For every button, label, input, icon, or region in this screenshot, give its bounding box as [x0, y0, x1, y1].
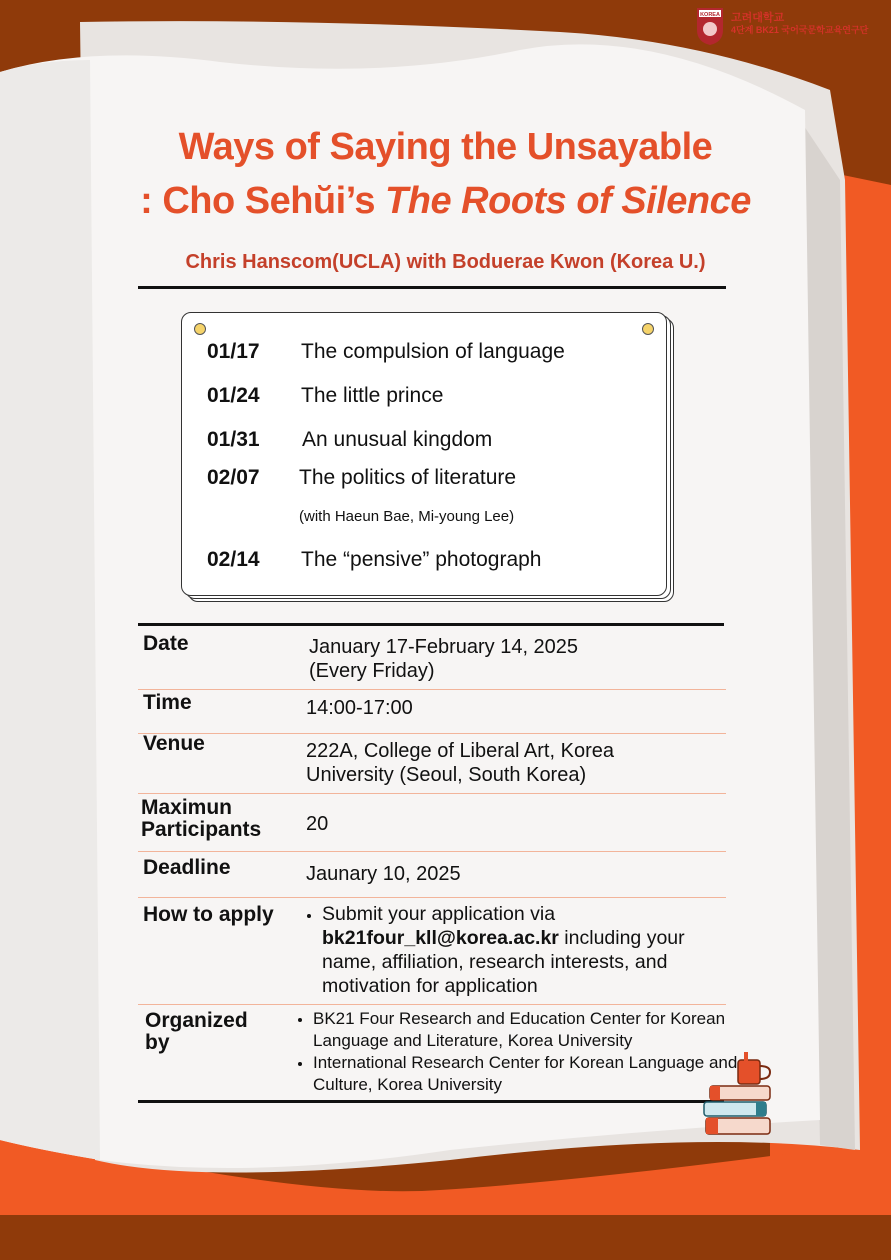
- title-line2-book: The Roots of Silence: [385, 180, 751, 222]
- row-separator: [138, 897, 726, 898]
- max-participants-label: [141, 797, 261, 841]
- venue-line2: University (Seoul, South Korea): [306, 764, 587, 786]
- date-label: Date: [143, 632, 189, 655]
- books-and-mug-icon: [700, 1052, 780, 1144]
- apply-text-1: Submit your application via: [322, 903, 556, 925]
- organizer-item: • BK21 Four Research and Education Center for Korean Language and Literature, Korea University: [313, 1008, 793, 1052]
- session-date: 01/17: [207, 340, 260, 363]
- title-line2: [0, 180, 891, 223]
- max-label-line1: Maximun: [141, 796, 233, 819]
- organized-by-label: [145, 1010, 248, 1054]
- svg-text:KOREA: KOREA: [700, 12, 720, 18]
- session-row: [207, 466, 516, 490]
- how-to-apply-value: [302, 902, 742, 998]
- title-line2-prefix: : Cho Sehŭi’s: [140, 180, 386, 222]
- session-row: [207, 340, 565, 364]
- deadline-label: Deadline: [143, 856, 231, 879]
- row-separator: [138, 793, 726, 794]
- logo-line2: 4단계 BK21 국어국문학교육연구단: [731, 25, 869, 35]
- how-to-apply-label: How to apply: [143, 903, 274, 926]
- pin-icon: [194, 323, 206, 335]
- logo-line1: 고려대학교: [731, 12, 785, 24]
- title-line1: Ways of Saying the Unsayable: [178, 126, 713, 168]
- pin-icon: [642, 323, 654, 335]
- organizer-item: • International Research Center for Korean Language and Culture, Korea University: [313, 1052, 793, 1096]
- divider-top: [138, 286, 726, 289]
- session-row: [207, 548, 542, 572]
- divider-bottom: [138, 1100, 724, 1103]
- apply-text-2: including your name, affiliation, research interests, and motivation for application: [322, 927, 685, 997]
- session-topic: An unusual kingdom: [302, 428, 493, 451]
- date-range: January 17-February 14, 2025: [309, 636, 579, 658]
- max-participants-value: 20: [306, 813, 329, 835]
- time-value: 14:00-17:00: [306, 697, 413, 719]
- session-row: [207, 428, 492, 452]
- venue-line1: 222A, College of Liberal Art, Korea: [306, 740, 614, 762]
- time-label: Time: [143, 691, 192, 714]
- session-date: 01/24: [207, 384, 260, 407]
- org-label-line1: Organized: [145, 1009, 248, 1032]
- divider-info-top: [138, 623, 724, 626]
- date-value: [309, 635, 578, 683]
- date-frequency: (Every Friday): [309, 660, 435, 682]
- session-topic: The “pensive” photograph: [301, 548, 542, 571]
- deadline-value: Jaunary 10, 2025: [306, 863, 461, 885]
- session-note: (with Haeun Bae, Mi-young Lee): [299, 508, 515, 525]
- venue-label: Venue: [143, 732, 205, 755]
- session-row: [207, 384, 443, 408]
- row-separator: [138, 733, 726, 734]
- row-separator: [138, 689, 726, 690]
- university-emblem-icon: [695, 6, 725, 46]
- korea-university-logo: [695, 6, 868, 46]
- row-separator: [138, 851, 726, 852]
- speakers: Chris Hanscom(UCLA) with Boduerae Kwon (Korea U.): [185, 251, 706, 273]
- session-topic: The compulsion of language: [301, 340, 565, 363]
- row-separator: [138, 1004, 726, 1005]
- venue-value: [306, 739, 614, 787]
- session-date: 02/07: [207, 466, 260, 489]
- session-topic: The little prince: [301, 384, 444, 407]
- max-label-line2: Participants: [141, 818, 262, 841]
- session-date: 02/14: [207, 548, 260, 571]
- apply-email-link[interactable]: bk21four_kll@korea.ac.kr: [322, 927, 559, 949]
- session-date: 01/31: [207, 428, 260, 451]
- session-topic: The politics of literature: [299, 466, 517, 489]
- org-label-line2: by: [145, 1031, 170, 1054]
